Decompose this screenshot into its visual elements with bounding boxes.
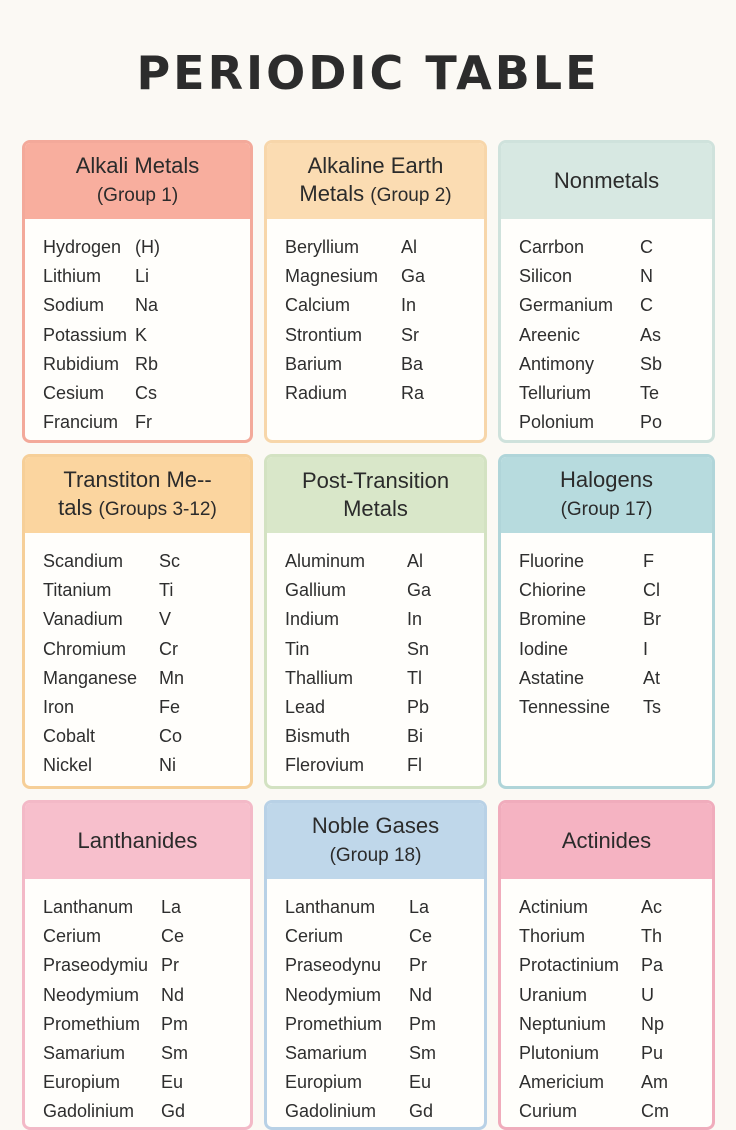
element-name: Gadolinium [43,1101,135,1122]
group-card-lanthanides [22,800,253,1130]
element-name: Europium [43,1072,121,1093]
element-name: Thallium [285,667,354,688]
page-title: PERIODIC TABLE [136,46,600,100]
element-row [519,1097,712,1126]
element-name: Iodine [519,638,569,659]
element-symbol: U [641,984,654,1005]
element-row [519,922,712,951]
group-title-continuation: tals [58,495,93,520]
element-name: Samarium [285,1043,368,1064]
element-symbol: C [640,295,653,316]
element-row [519,379,712,408]
element-symbol: Sb [640,353,663,374]
element-name: Lanthanum [43,897,134,918]
element-symbol: Bi [407,726,424,747]
element-row [43,1010,250,1039]
element-name: Sodium [43,295,105,316]
group-title-line2 [561,494,653,524]
element-symbol: Ba [401,353,424,374]
element-row [285,350,484,379]
element-symbol: Pm [161,1013,188,1034]
element-list [267,879,484,1127]
element-symbol: Na [135,295,159,316]
element-symbol: Sc [159,551,181,572]
element-symbol: As [640,324,662,345]
element-name: Tennessine [519,697,611,718]
element-row [285,951,484,980]
group-title: Transtiton Me-- [63,467,212,492]
element-name: Thorium [519,926,586,947]
element-name: Radium [285,383,348,404]
element-name: Flerovium [285,755,365,776]
element-symbol: K [135,324,148,345]
element-name: Indium [285,609,340,630]
element-name: Cerium [285,926,344,947]
element-symbol: Th [641,926,663,947]
element-row [285,1039,484,1068]
element-symbol: C [640,237,653,258]
element-name: Neodymium [285,984,382,1005]
element-row [285,693,484,722]
element-name: Silicon [519,266,573,287]
group-subtitle: (Group 17) [560,499,653,520]
group-title: Alkaline Earth [307,153,444,178]
element-symbol: Te [640,383,660,404]
element-symbol: Nd [161,984,185,1005]
element-list [501,533,712,722]
element-row [285,751,484,780]
element-name: Protactinium [519,955,620,976]
element-row [519,233,712,262]
element-symbol: Gd [409,1101,434,1122]
element-symbol: Ce [409,926,433,947]
group-title: Nonmetals [553,168,660,193]
group-subtitle: (Group 2) [370,185,452,206]
element-symbol: Al [407,551,424,572]
element-symbol: Fe [159,697,181,718]
group-card-header [267,457,484,533]
element-symbol: At [643,667,661,688]
group-card-halogens [498,454,715,789]
element-list [501,879,712,1127]
element-symbol: Pr [409,955,427,976]
element-symbol: La [409,897,430,918]
element-name: Iron [43,697,75,718]
group-title-continuation: Metals [343,496,408,521]
element-row [43,922,250,951]
element-symbol: Nd [409,984,433,1005]
element-name: Neptunium [519,1013,607,1034]
element-name: Actinium [519,897,589,918]
element-row [43,605,250,634]
group-subtitle: (Group 18) [329,845,422,866]
element-list [267,533,484,781]
element-row [519,547,712,576]
element-name: Cobalt [43,726,96,747]
element-symbol: Cm [641,1101,669,1122]
element-symbol: Al [401,237,418,258]
element-symbol: Am [641,1072,668,1093]
element-name: Americium [519,1072,605,1093]
group-title-line2 [58,494,217,524]
element-symbol: Po [640,412,663,433]
element-name: Calcium [285,295,351,316]
element-row [285,893,484,922]
element-row [285,262,484,291]
element-list [267,219,484,408]
element-symbol: Ga [401,266,426,287]
element-row [519,1039,712,1068]
group-title-line2 [330,840,422,870]
element-row [43,1068,250,1097]
group-title: Noble Gases [311,813,440,838]
element-symbol: F [643,551,654,572]
element-row [43,981,250,1010]
group-title: Halogens [560,467,653,492]
element-name: Chromium [43,638,127,659]
element-symbol: Gd [161,1101,186,1122]
element-symbol: Ra [401,383,425,404]
element-name: Magnesium [285,266,379,287]
element-row [285,1097,484,1126]
element-name: Areenic [519,324,581,345]
element-name: Curium [519,1101,578,1122]
element-row [43,664,250,693]
element-row [519,1068,712,1097]
group-card-actinides [498,800,715,1130]
element-row [43,547,250,576]
element-name: Beryllium [285,237,360,258]
element-symbol: Pr [161,955,179,976]
element-name: Astatine [519,667,585,688]
element-row [43,722,250,751]
element-symbol: Li [135,266,150,287]
element-name: Promethium [43,1013,141,1034]
group-card-header [267,803,484,879]
group-card-alkaline [264,140,487,443]
element-row [43,262,250,291]
element-symbol: I [643,638,649,659]
element-row [285,379,484,408]
element-name: Praseodynu [285,955,382,976]
element-name: Tellurium [519,383,592,404]
element-row [285,321,484,350]
element-symbol: Ti [159,580,174,601]
element-name: Germanium [519,295,614,316]
element-row [519,605,712,634]
element-row [43,635,250,664]
element-row [285,635,484,664]
element-row [285,922,484,951]
element-symbol: Np [641,1013,665,1034]
element-name: Nickel [43,755,93,776]
element-symbol: Pa [641,955,664,976]
element-symbol: Ga [407,580,432,601]
element-row [43,408,250,437]
group-card-nonmetals [498,140,715,443]
element-name: Bromine [519,609,587,630]
element-row [285,981,484,1010]
element-symbol: (H) [135,237,160,258]
element-name: Samarium [43,1043,126,1064]
element-name: Barium [285,353,343,374]
group-card-post-transition [264,454,487,789]
element-row [519,1010,712,1039]
group-title: Post-Transition [301,468,450,493]
element-row [285,1068,484,1097]
group-subtitle: (Group 1) [96,185,179,206]
element-symbol: Ni [159,755,176,776]
element-list [501,219,712,437]
element-symbol: Co [159,726,183,747]
element-row [285,291,484,320]
group-card-header [267,143,484,219]
element-name: Lanthanum [285,897,376,918]
element-row [519,262,712,291]
element-symbol: Pb [407,697,430,718]
element-symbol: Eu [161,1072,184,1093]
element-symbol: La [161,897,182,918]
group-card-header [25,143,250,219]
element-symbol: Cs [135,383,157,404]
element-symbol: In [401,295,417,316]
element-name: Titanium [43,580,112,601]
element-name: Antimony [519,353,595,374]
group-card-header [501,803,712,879]
element-symbol: Fr [135,412,152,433]
element-symbol: Mn [159,667,185,688]
element-name: Strontium [285,324,363,345]
element-name: Bismuth [285,726,351,747]
element-row [285,722,484,751]
element-symbol: N [640,266,653,287]
element-name: Lead [285,697,326,718]
element-row [519,893,712,922]
group-title: Alkali Metals [75,153,200,178]
element-row [43,321,250,350]
element-row [43,951,250,980]
element-row [43,576,250,605]
group-title-line2 [343,495,408,523]
element-row [43,893,250,922]
element-symbol: Eu [409,1072,432,1093]
element-row [43,291,250,320]
element-name: Manganese [43,667,138,688]
element-row [285,1010,484,1039]
group-title: Lanthanides [77,828,198,853]
element-name: Gadolinium [285,1101,377,1122]
element-name: Carrbon [519,237,585,258]
group-title-continuation: Metals [299,181,365,206]
element-symbol: Ts [643,697,661,718]
element-symbol: Rb [135,353,159,374]
element-name: Gallium [285,580,347,601]
element-row [519,321,712,350]
group-title-line2 [97,180,178,210]
element-name: Scandium [43,551,124,572]
element-name: Cesium [43,383,105,404]
element-name: Aluminum [285,551,366,572]
element-row [285,664,484,693]
element-symbol: Cr [159,638,178,659]
group-subtitle: (Groups 3-12) [98,499,217,520]
element-name: Vanadium [43,609,123,630]
element-row [43,751,250,780]
element-row [43,1039,250,1068]
element-name: Rubidium [43,353,120,374]
element-symbol: In [407,609,423,630]
element-row [519,981,712,1010]
group-card-header [25,457,250,533]
element-name: Europium [285,1072,363,1093]
element-row [43,379,250,408]
element-list [25,879,250,1127]
element-symbol: Pm [409,1013,436,1034]
element-name: Tin [285,638,310,659]
element-symbol: Ac [641,897,663,918]
element-name: Neodymium [43,984,140,1005]
element-row [43,350,250,379]
element-row [519,951,712,980]
group-card-header [501,143,712,219]
group-title-line2 [299,180,451,210]
group-card-alkali [22,140,253,443]
element-list [25,533,250,781]
element-list [25,219,250,437]
element-name: Potassium [43,324,128,345]
group-card-transition [22,454,253,789]
element-row [519,291,712,320]
element-symbol: Tl [407,667,422,688]
element-symbol: Fl [407,755,422,776]
element-name: Fluorine [519,551,585,572]
element-row [285,547,484,576]
element-name: Cerium [43,926,102,947]
element-row [519,408,712,437]
element-symbol: Sm [161,1043,188,1064]
element-name: Francium [43,412,119,433]
group-title: Actinides [561,828,652,853]
element-row [43,1097,250,1126]
element-symbol: Cl [643,580,660,601]
element-name: Plutonium [519,1043,600,1064]
element-name: Promethium [285,1013,383,1034]
element-row [519,350,712,379]
element-name: Polonium [519,412,595,433]
element-symbol: Sr [401,324,419,345]
element-name: Uranium [519,984,588,1005]
element-row [285,605,484,634]
element-name: Chiorine [519,580,587,601]
element-name: Hydrogen [43,237,122,258]
element-symbol: Ce [161,926,185,947]
element-row [519,693,712,722]
element-symbol: Br [643,609,661,630]
group-card-header [501,457,712,533]
element-row [285,233,484,262]
element-row [43,233,250,262]
element-row [519,635,712,664]
group-card-header [25,803,250,879]
element-name: Praseodymiu [43,955,149,976]
element-row [285,576,484,605]
element-row [43,693,250,722]
element-row [519,576,712,605]
element-symbol: V [159,609,172,630]
group-card-noble-gases [264,800,487,1130]
element-symbol: Pu [641,1043,664,1064]
element-symbol: Sm [409,1043,436,1064]
element-row [519,664,712,693]
element-symbol: Sn [407,638,430,659]
element-name: Lithium [43,266,102,287]
